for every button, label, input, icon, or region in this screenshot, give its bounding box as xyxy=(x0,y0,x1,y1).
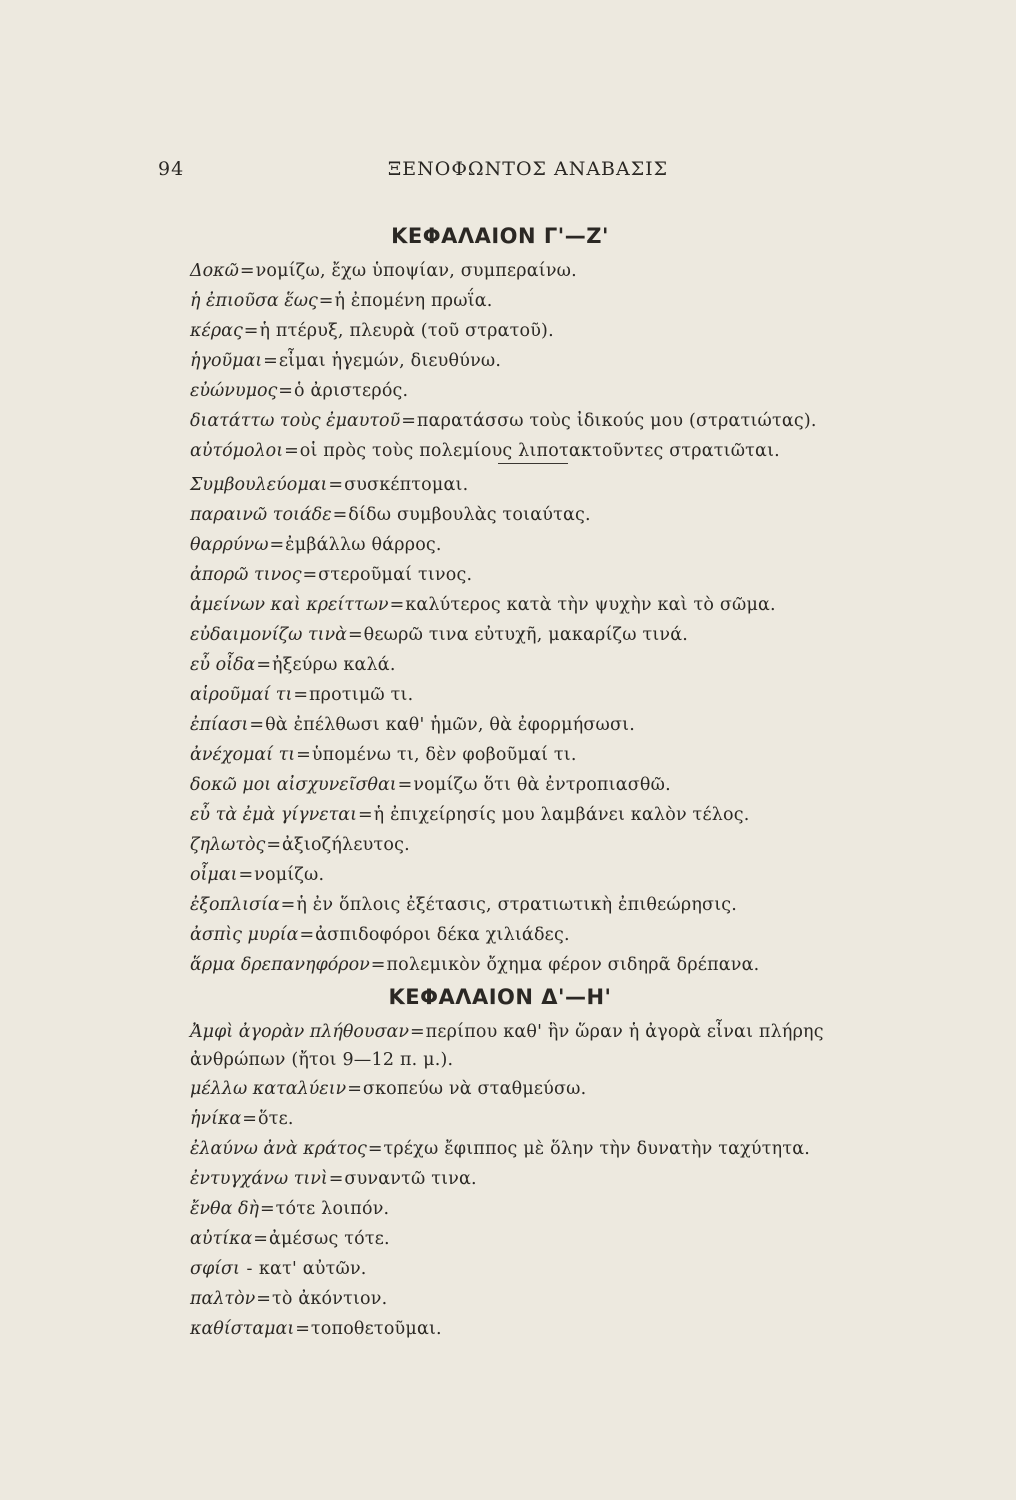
entry-definition: ἀξιοζήλευτος. xyxy=(282,835,410,855)
entry-definition: εἶμαι ἡγεμών, διευθύνω. xyxy=(278,351,502,371)
entry-term: ζηλωτὸς xyxy=(190,835,266,855)
entry-definition: δίδω συμβουλὰς τοιαύτας. xyxy=(348,505,591,525)
glossary-entry: κέρας=ἡ πτέρυξ, πλευρὰ (τοῦ στρατοῦ). xyxy=(190,321,554,341)
entry-definition: θεωρῶ τινα εὐτυχῆ, μακαρίζω τινά. xyxy=(363,625,689,645)
entry-definition: περίπου καθ' ἣν ὥραν ἡ ἀγορὰ εἶναι πλήρης ἀνθρώπων (ἤτοι 9—12 π. μ.). xyxy=(190,1022,824,1070)
entry-definition: ἀμέσως τότε. xyxy=(268,1229,390,1249)
page-number: 94 xyxy=(158,158,185,180)
glossary-list xyxy=(190,470,910,980)
entry-definition: συναντῶ τινα. xyxy=(344,1169,477,1189)
glossary-entry: ἀπορῶ τινος=στεροῦμαί τινος. xyxy=(190,565,473,585)
glossary-entry: εὖ οἶδα=ἠξεύρω καλά. xyxy=(190,655,396,675)
glossary-entry: ἀνέχομαί τι=ὑπομένω τι, δὲν φοβοῦμαί τι. xyxy=(190,745,577,765)
glossary-entry: ἔνθα δὴ=τότε λοιπόν. xyxy=(190,1199,390,1219)
glossary-entry: εὐδαιμονίζω τινὰ=θεωρῶ τινα εὐτυχῆ, μακαρίζω τινά. xyxy=(190,625,689,645)
entry-term: ἐπίασι xyxy=(190,715,249,735)
entry-term: ἡνίκα xyxy=(190,1109,242,1129)
entry-term: σφίσι xyxy=(190,1259,240,1279)
entry-definition: ἡ πτέρυξ, πλευρὰ (τοῦ στρατοῦ). xyxy=(259,321,554,341)
glossary-entry: δοκῶ μοι αἰσχυνεῖσθαι=νομίζω ὅτι θὰ ἐντροπιασθῶ. xyxy=(190,775,671,795)
glossary-entry: ἡ ἐπιοῦσα ἕως=ἡ ἐπομένη πρωΐα. xyxy=(190,291,493,311)
glossary-list xyxy=(190,1018,890,1344)
entry-definition: θὰ ἐπέλθωσι καθ' ἡμῶν, θὰ ἐφορμήσωσι. xyxy=(265,715,635,735)
glossary-entry: αὐτόμολοι=οἱ πρὸς τοὺς πολεμίους λιποτακτοῦντες στρατιῶται. xyxy=(190,441,780,461)
entry-term: ἔνθα δὴ xyxy=(190,1199,259,1219)
entry-definition: τρέχω ἔφιππος μὲ ὅλην τὴν δυνατὴν ταχύτητα. xyxy=(383,1139,810,1159)
glossary-entry: σφίσι - κατ' αὐτῶν. xyxy=(190,1259,367,1279)
entry-definition: νομίζω, ἔχω ὑποψίαν, συμπεραίνω. xyxy=(255,261,577,281)
entry-definition: πολεμικὸν ὄχημα φέρον σιδηρᾶ δρέπανα. xyxy=(386,955,760,975)
entry-definition: ὅτε. xyxy=(257,1109,294,1129)
glossary-entry: Ἀμφὶ ἀγορὰν πλήθουσαν=περίπου καθ' ἣν ὥραν ἡ ἀγορὰ εἶναι πλήρης ἀνθρώπων (ἤτοι 9—12 π. μ.). xyxy=(190,1022,824,1070)
entry-term: παραινῶ τοιάδε xyxy=(190,505,332,525)
entry-term: Ἀμφὶ ἀγορὰν πλήθουσαν xyxy=(190,1022,409,1042)
glossary-entry: ζηλωτὸς=ἀξιοζήλευτος. xyxy=(190,835,410,855)
entry-definition: συσκέπτομαι. xyxy=(344,475,469,495)
entry-term: αὐτόμολοι xyxy=(190,441,284,461)
glossary-entry: ἅρμα δρεπανηφόρον=πολεμικὸν ὄχημα φέρον σιδηρᾶ δρέπανα. xyxy=(190,955,760,975)
entry-term: ἐξοπλισία xyxy=(190,895,280,915)
glossary-entry: ἡγοῦμαι=εἶμαι ἡγεμών, διευθύνω. xyxy=(190,351,502,371)
entry-term: εὖ οἶδα xyxy=(190,655,256,675)
entry-term: εὐώνυμος xyxy=(190,381,278,401)
glossary-entry: διατάττω τοὺς ἐμαυτοῦ=παρατάσσω τοὺς ἰδικούς μου (στρατιώτας). xyxy=(190,411,817,431)
entry-definition: ἡ ἐν ὅπλοις ἐξέτασις, στρατιωτικὴ ἐπιθεώρησις. xyxy=(296,895,738,915)
glossary-entry: οἶμαι=νομίζω. xyxy=(190,865,325,885)
entry-term: ἀσπὶς μυρία xyxy=(190,925,299,945)
entry-term: κέρας xyxy=(190,321,243,341)
glossary-entry: ἀσπὶς μυρία=ἀσπιδοφόροι δέκα χιλιάδες. xyxy=(190,925,570,945)
entry-term: ἐλαύνω ἀνὰ κράτος xyxy=(190,1139,367,1159)
entry-definition: ἡ ἐπομένη πρωΐα. xyxy=(334,291,493,311)
entry-definition: ἠξεύρω καλά. xyxy=(272,655,396,675)
glossary-entry: ἐξοπλισία=ἡ ἐν ὅπλοις ἐξέτασις, στρατιωτικὴ ἐπιθεώρησις. xyxy=(190,895,738,915)
entry-term: εὐδαιμονίζω τινὰ xyxy=(190,625,347,645)
entry-term: διατάττω τοὺς ἐμαυτοῦ xyxy=(190,411,401,431)
entry-term: εὖ τὰ ἐμὰ γίγνεται xyxy=(190,805,357,825)
entry-definition: καλύτερος κατὰ τὴν ψυχὴν καὶ τὸ σῶμα. xyxy=(405,595,776,615)
glossary-entry: παλτὸν=τὸ ἀκόντιον. xyxy=(190,1289,388,1309)
entry-term: ἅρμα δρεπανηφόρον xyxy=(190,955,370,975)
entry-definition: ἐμβάλλω θάρρος. xyxy=(285,535,442,555)
entry-term: Δοκῶ xyxy=(190,261,239,281)
entry-term: παλτὸν xyxy=(190,1289,256,1309)
entry-definition: σκοπεύω νὰ σταθμεύσω. xyxy=(362,1079,587,1099)
glossary-entry: ἐλαύνω ἀνὰ κράτος=τρέχω ἔφιππος μὲ ὅλην τὴν δυνατὴν ταχύτητα. xyxy=(190,1139,810,1159)
entry-definition: στεροῦμαί τινος. xyxy=(318,565,473,585)
entry-definition: ἡ ἐπιχείρησίς μου λαμβάνει καλὸν τέλος. xyxy=(373,805,750,825)
entry-term: ἡ ἐπιοῦσα ἕως xyxy=(190,291,318,311)
separator-rule xyxy=(498,463,568,464)
page-header xyxy=(158,158,858,190)
entry-term: ἐντυγχάνω τινὶ xyxy=(190,1169,328,1189)
chapter-heading-4-8: ΚΕΦΑΛΑΙΟΝ Δ'—Η' xyxy=(388,985,612,1009)
chapter-heading-3-7: ΚΕΦΑΛΑΙΟΝ Γ'—Ζ' xyxy=(391,224,609,248)
entry-definition: παρατάσσω τοὺς ἰδικούς μου (στρατιώτας). xyxy=(416,411,817,431)
entry-definition: κατ' αὐτῶν. xyxy=(258,1259,367,1279)
glossary-entry: ἐπίασι=θὰ ἐπέλθωσι καθ' ἡμῶν, θὰ ἐφορμήσωσι. xyxy=(190,715,635,735)
entry-definition: νομίζω. xyxy=(254,865,325,885)
entry-definition: ὁ ἀριστερός. xyxy=(293,381,409,401)
entry-definition: νομίζω ὅτι θὰ ἐντροπιασθῶ. xyxy=(413,775,671,795)
entry-term: αἱροῦμαί τι xyxy=(190,685,293,705)
glossary-entry: παραινῶ τοιάδε=δίδω συμβουλὰς τοιαύτας. xyxy=(190,505,591,525)
glossary-entry: εὐώνυμος=ὁ ἀριστερός. xyxy=(190,381,409,401)
entry-term: καθίσταμαι xyxy=(190,1319,295,1339)
entry-definition: τότε λοιπόν. xyxy=(275,1199,390,1219)
glossary-entry: ἡνίκα=ὅτε. xyxy=(190,1109,294,1129)
entry-definition: οἱ πρὸς τοὺς πολεμίους λιποτακτοῦντες στρατιῶται. xyxy=(299,441,780,461)
entry-definition: ὑπομένω τι, δὲν φοβοῦμαί τι. xyxy=(311,745,577,765)
entry-term: οἶμαι xyxy=(190,865,238,885)
entry-term: δοκῶ μοι αἰσχυνεῖσθαι xyxy=(190,775,397,795)
glossary-entry: Δοκῶ=νομίζω, ἔχω ὑποψίαν, συμπεραίνω. xyxy=(190,261,577,281)
glossary-entry: αἱροῦμαί τι=προτιμῶ τι. xyxy=(190,685,414,705)
glossary-entry: θαρρύνω=ἐμβάλλω θάρρος. xyxy=(190,535,442,555)
entry-definition: ἀσπιδοφόροι δέκα χιλιάδες. xyxy=(315,925,570,945)
running-title: ΞΕΝΟΦΩΝΤΟΣ ΑΝΑΒΑΣΙΣ xyxy=(387,158,669,180)
entry-term: θαρρύνω xyxy=(190,535,269,555)
entry-term: αὐτίκα xyxy=(190,1229,253,1249)
glossary-list xyxy=(190,256,910,466)
entry-term: ἡγοῦμαι xyxy=(190,351,263,371)
glossary-entry: μέλλω καταλύειν=σκοπεύω νὰ σταθμεύσω. xyxy=(190,1079,587,1099)
entry-definition: τὸ ἀκόντιον. xyxy=(271,1289,388,1309)
glossary-entry: αὐτίκα=ἀμέσως τότε. xyxy=(190,1229,390,1249)
glossary-entry: ἀμείνων καὶ κρείττων=καλύτερος κατὰ τὴν ψυχὴν καὶ τὸ σῶμα. xyxy=(190,595,776,615)
glossary-entry: Συμβουλεύομαι=συσκέπτομαι. xyxy=(190,475,469,495)
entry-term: μέλλω καταλύειν xyxy=(190,1079,347,1099)
entry-term: ἀνέχομαί τι xyxy=(190,745,296,765)
glossary-entry: ἐντυγχάνω τινὶ=συναντῶ τινα. xyxy=(190,1169,477,1189)
glossary-entry: καθίσταμαι=τοποθετοῦμαι. xyxy=(190,1319,442,1339)
glossary-entry: εὖ τὰ ἐμὰ γίγνεται=ἡ ἐπιχείρησίς μου λαμβάνει καλὸν τέλος. xyxy=(190,805,750,825)
entry-term: ἀπορῶ τινος xyxy=(190,565,302,585)
entry-definition: τοποθετοῦμαι. xyxy=(310,1319,442,1339)
entry-term: ἀμείνων καὶ κρείττων xyxy=(190,595,389,615)
entry-definition: προτιμῶ τι. xyxy=(308,685,414,705)
entry-term: Συμβουλεύομαι xyxy=(190,475,328,495)
